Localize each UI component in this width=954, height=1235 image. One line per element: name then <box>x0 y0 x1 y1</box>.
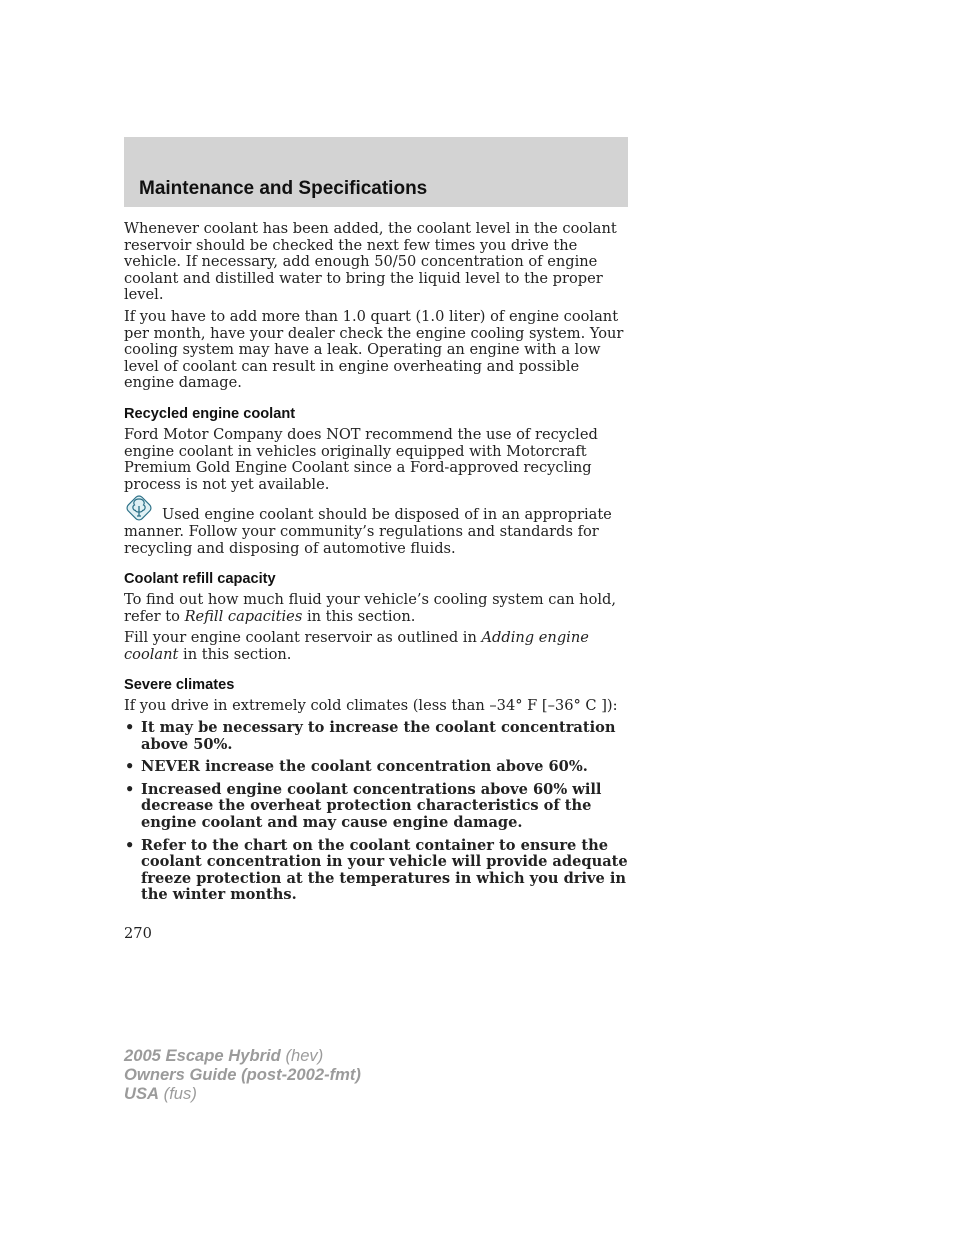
recycled-coolant-paragraph: Ford Motor Company does NOT recommend the use of recycled engine coolant in vehicles originally equipped with Motorcraft Premium Gold Engine Coolant since a Ford-approved recycling process is not yet available. <box>124 425 598 493</box>
footer-line-2 <box>124 1065 361 1084</box>
refill-capacity-heading: Coolant refill capacity <box>124 571 276 588</box>
page-content <box>124 221 628 910</box>
coolant-leak-paragraph: If you have to add more than 1.0 quart (1.0 liter) of engine coolant per month, have your dealer check the engine cooling system. Your cooling system may have a leak. Operating an engine with a low level of coolant can result in engine overheating and possible engine damage. <box>124 307 624 392</box>
tree-icon <box>124 493 154 523</box>
list-item: • Refer to the chart on the coolant container to ensure the coolant concentration in your vehicle will provide adequate freeze protection at the temperatures in which you drive in the winter months. <box>124 838 628 904</box>
list-item: • Increased engine coolant concentrations above 60% will decrease the overheat protection characteristics of the engine coolant and may cause engine damage. <box>124 782 628 832</box>
footer-guide: Owners Guide (post-2002-fmt) <box>124 1065 361 1084</box>
refill-capacity-paragraph <box>124 592 628 625</box>
footer-market-code: (fus) <box>163 1084 197 1103</box>
fill-text-start: Fill your engine coolant reservoir as outlined in <box>124 629 477 647</box>
severe-climates-list <box>124 720 628 904</box>
disposal-paragraph <box>124 505 628 557</box>
refill-text-end: in this section. <box>306 607 416 625</box>
adding-coolant-reference: Adding engine coolant <box>124 629 589 663</box>
refill-capacities-reference: Refill capacities <box>184 607 303 625</box>
footer-market: USA <box>124 1084 160 1103</box>
list-item: • It may be necessary to increase the coolant concentration above 50%. <box>124 720 628 753</box>
page-number: 270 <box>124 925 152 942</box>
section-title: Maintenance and Specifications <box>139 178 428 199</box>
severe-climates-heading: Severe climates <box>124 677 235 694</box>
section-header-band <box>124 137 628 207</box>
refill-text-start: To find out how much fluid your vehicle’s cooling system can hold, refer to <box>124 591 617 625</box>
coolant-level-paragraph: Whenever coolant has been added, the coolant level in the coolant reservoir should be checked the next few times you drive the vehicle. If necessary, add enough 50/50 concentration of engine coolant and distilled water to bring the liquid level to the proper level. <box>124 220 617 304</box>
footer-line-1 <box>124 1046 361 1065</box>
recycled-coolant-heading: Recycled engine coolant <box>124 405 296 422</box>
disposal-text: Used engine coolant should be disposed of in an appropriate manner. Follow your community’s regulations and standards for recycling and disposing of automotive fluids. <box>124 506 612 557</box>
fill-reservoir-paragraph <box>124 630 628 663</box>
document-footer <box>124 1046 361 1103</box>
severe-climates-intro: If you drive in extremely cold climates (less than –34° F [–36° C ]): <box>124 697 618 715</box>
list-item: • NEVER increase the coolant concentration above 60%. <box>124 759 628 776</box>
fill-text-end: in this section. <box>183 645 292 663</box>
footer-model: 2005 Escape Hybrid <box>124 1046 281 1065</box>
footer-line-3 <box>124 1084 361 1103</box>
footer-model-code: (hev) <box>285 1046 324 1065</box>
